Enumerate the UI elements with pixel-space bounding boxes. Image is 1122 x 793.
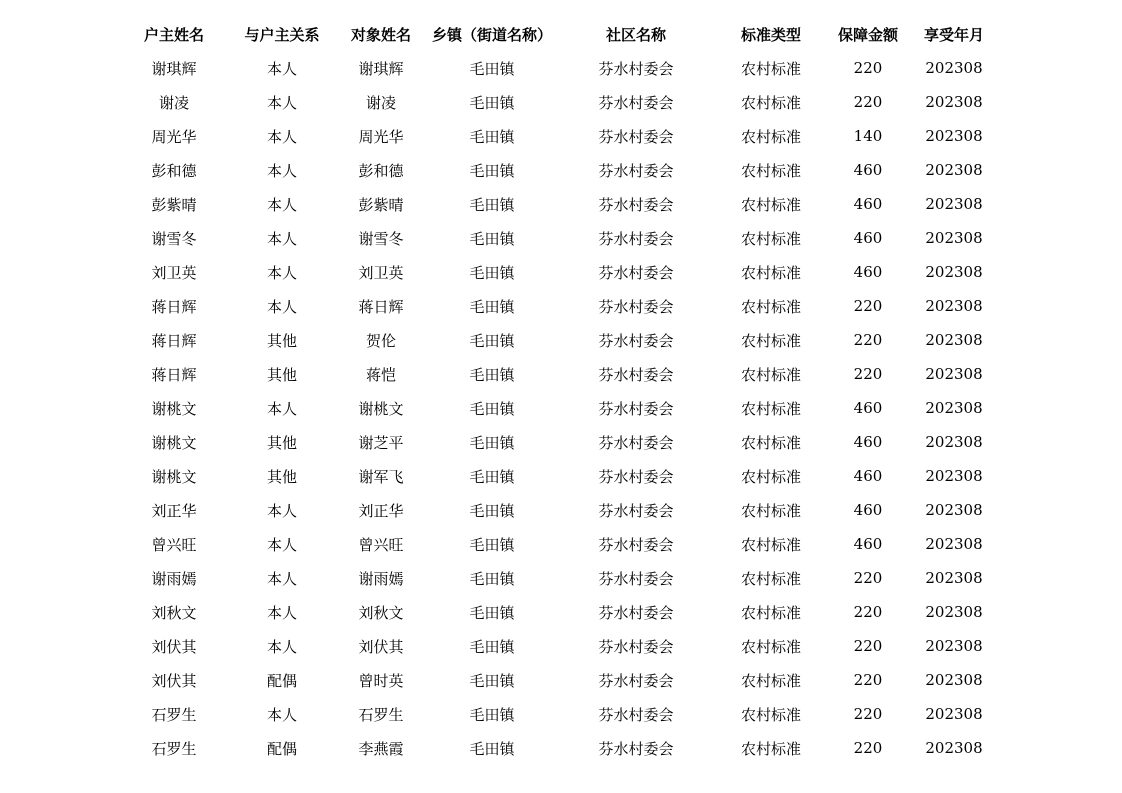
table-row (118, 459, 998, 493)
cell-month: 202308 (925, 331, 983, 349)
cell-recipient-name: 贺伦 (365, 331, 396, 350)
cell-amount: 460 (853, 195, 883, 213)
cell-amount: 220 (853, 93, 883, 111)
table-body (118, 51, 998, 765)
cell-standard-type: 农村标准 (740, 229, 801, 248)
cell-amount: 460 (853, 229, 883, 247)
cell-standard-type: 农村标准 (740, 331, 801, 350)
header-month: 享受年月 (923, 25, 984, 44)
cell-household-head-name: 谢桃文 (151, 433, 197, 452)
cell-community: 芬水村委会 (598, 297, 674, 316)
cell-township: 毛田镇 (469, 93, 515, 112)
cell-community: 芬水村委会 (598, 59, 674, 78)
cell-recipient-name: 曾兴旺 (358, 535, 404, 554)
header-amount: 保障金额 (837, 25, 898, 44)
cell-recipient-name: 曾时英 (358, 671, 404, 690)
cell-relationship: 本人 (266, 603, 297, 622)
cell-household-head-name: 刘伏其 (151, 637, 197, 656)
cell-community: 芬水村委会 (598, 569, 674, 588)
cell-relationship: 本人 (266, 399, 297, 418)
cell-amount: 140 (853, 127, 883, 145)
cell-relationship: 本人 (266, 127, 297, 146)
cell-community: 芬水村委会 (598, 739, 674, 758)
cell-community: 芬水村委会 (598, 637, 674, 656)
cell-month: 202308 (925, 467, 983, 485)
cell-amount: 220 (853, 59, 883, 77)
cell-relationship: 其他 (266, 433, 297, 452)
table-row (118, 153, 998, 187)
cell-household-head-name: 彭和德 (151, 161, 197, 180)
cell-standard-type: 农村标准 (740, 603, 801, 622)
table-row (118, 187, 998, 221)
cell-relationship: 本人 (266, 705, 297, 724)
cell-community: 芬水村委会 (598, 93, 674, 112)
cell-amount: 460 (853, 467, 883, 485)
cell-relationship: 本人 (266, 195, 297, 214)
cell-township: 毛田镇 (469, 637, 515, 656)
cell-relationship: 本人 (266, 229, 297, 248)
cell-standard-type: 农村标准 (740, 93, 801, 112)
cell-recipient-name: 刘伏其 (358, 637, 404, 656)
cell-amount: 220 (853, 603, 883, 621)
cell-month: 202308 (925, 127, 983, 145)
cell-household-head-name: 刘卫英 (151, 263, 197, 282)
cell-township: 毛田镇 (469, 59, 515, 78)
table-row (118, 595, 998, 629)
cell-standard-type: 农村标准 (740, 365, 801, 384)
cell-month: 202308 (925, 569, 983, 587)
cell-month: 202308 (925, 501, 983, 519)
cell-household-head-name: 谢雨嫣 (151, 569, 197, 588)
cell-month: 202308 (925, 603, 983, 621)
cell-amount: 460 (853, 433, 883, 451)
cell-community: 芬水村委会 (598, 331, 674, 350)
cell-community: 芬水村委会 (598, 535, 674, 554)
table-row (118, 51, 998, 85)
table-row (118, 391, 998, 425)
cell-amount: 220 (853, 637, 883, 655)
cell-standard-type: 农村标准 (740, 739, 801, 758)
cell-standard-type: 农村标准 (740, 297, 801, 316)
cell-standard-type: 农村标准 (740, 569, 801, 588)
cell-township: 毛田镇 (469, 433, 515, 452)
cell-amount: 220 (853, 739, 883, 757)
beneficiary-table (118, 17, 998, 765)
cell-household-head-name: 周光华 (151, 127, 197, 146)
cell-month: 202308 (925, 195, 983, 213)
cell-township: 毛田镇 (469, 263, 515, 282)
cell-relationship: 本人 (266, 59, 297, 78)
cell-month: 202308 (925, 433, 983, 451)
header-township: 乡镇（街道名称） (431, 25, 552, 44)
table-row (118, 493, 998, 527)
header-recipient-name: 对象姓名 (350, 25, 411, 44)
table-row (118, 561, 998, 595)
cell-recipient-name: 谢琪辉 (358, 59, 404, 78)
header-relationship: 与户主关系 (244, 25, 320, 44)
cell-relationship: 其他 (266, 365, 297, 384)
table-header (118, 17, 998, 51)
cell-community: 芬水村委会 (598, 127, 674, 146)
table-row (118, 425, 998, 459)
cell-standard-type: 农村标准 (740, 399, 801, 418)
cell-township: 毛田镇 (469, 365, 515, 384)
cell-month: 202308 (925, 161, 983, 179)
cell-relationship: 本人 (266, 535, 297, 554)
cell-recipient-name: 彭和德 (358, 161, 404, 180)
cell-township: 毛田镇 (469, 603, 515, 622)
cell-relationship: 本人 (266, 501, 297, 520)
cell-recipient-name: 谢凌 (365, 93, 396, 112)
cell-recipient-name: 李燕霞 (358, 739, 404, 758)
cell-community: 芬水村委会 (598, 671, 674, 690)
cell-household-head-name: 谢琪辉 (151, 59, 197, 78)
cell-month: 202308 (925, 59, 983, 77)
cell-standard-type: 农村标准 (740, 467, 801, 486)
cell-amount: 460 (853, 263, 883, 281)
cell-month: 202308 (925, 637, 983, 655)
cell-relationship: 本人 (266, 263, 297, 282)
table-row (118, 289, 998, 323)
header-standard-type: 标准类型 (740, 25, 801, 44)
cell-township: 毛田镇 (469, 671, 515, 690)
cell-standard-type: 农村标准 (740, 59, 801, 78)
cell-community: 芬水村委会 (598, 705, 674, 724)
cell-recipient-name: 石罗生 (358, 705, 404, 724)
cell-month: 202308 (925, 93, 983, 111)
cell-month: 202308 (925, 399, 983, 417)
cell-household-head-name: 曾兴旺 (151, 535, 197, 554)
cell-recipient-name: 彭紫晴 (358, 195, 404, 214)
cell-month: 202308 (925, 297, 983, 315)
cell-standard-type: 农村标准 (740, 433, 801, 452)
table-row (118, 663, 998, 697)
cell-recipient-name: 谢雨嫣 (358, 569, 404, 588)
cell-household-head-name: 谢桃文 (151, 399, 197, 418)
cell-recipient-name: 谢雪冬 (358, 229, 404, 248)
cell-month: 202308 (925, 365, 983, 383)
cell-recipient-name: 刘正华 (358, 501, 404, 520)
cell-relationship: 本人 (266, 161, 297, 180)
cell-household-head-name: 谢雪冬 (151, 229, 197, 248)
cell-household-head-name: 刘正华 (151, 501, 197, 520)
cell-amount: 220 (853, 705, 883, 723)
cell-relationship: 配偶 (266, 671, 297, 690)
cell-amount: 220 (853, 297, 883, 315)
cell-amount: 220 (853, 365, 883, 383)
cell-township: 毛田镇 (469, 467, 515, 486)
cell-household-head-name: 谢桃文 (151, 467, 197, 486)
table-row (118, 221, 998, 255)
cell-amount: 460 (853, 161, 883, 179)
cell-household-head-name: 石罗生 (151, 739, 197, 758)
cell-amount: 220 (853, 331, 883, 349)
cell-standard-type: 农村标准 (740, 501, 801, 520)
cell-relationship: 其他 (266, 467, 297, 486)
cell-community: 芬水村委会 (598, 399, 674, 418)
cell-standard-type: 农村标准 (740, 195, 801, 214)
cell-township: 毛田镇 (469, 161, 515, 180)
cell-township: 毛田镇 (469, 535, 515, 554)
cell-community: 芬水村委会 (598, 603, 674, 622)
cell-community: 芬水村委会 (598, 161, 674, 180)
table-row (118, 85, 998, 119)
cell-standard-type: 农村标准 (740, 637, 801, 656)
cell-relationship: 其他 (266, 331, 297, 350)
cell-township: 毛田镇 (469, 297, 515, 316)
cell-standard-type: 农村标准 (740, 161, 801, 180)
cell-month: 202308 (925, 535, 983, 553)
cell-month: 202308 (925, 263, 983, 281)
cell-household-head-name: 谢凌 (158, 93, 189, 112)
cell-recipient-name: 周光华 (358, 127, 404, 146)
cell-township: 毛田镇 (469, 569, 515, 588)
cell-recipient-name: 谢军飞 (358, 467, 404, 486)
cell-relationship: 配偶 (266, 739, 297, 758)
table-row (118, 697, 998, 731)
cell-relationship: 本人 (266, 637, 297, 656)
header-row (118, 17, 998, 51)
cell-township: 毛田镇 (469, 705, 515, 724)
cell-month: 202308 (925, 671, 983, 689)
cell-amount: 220 (853, 671, 883, 689)
cell-standard-type: 农村标准 (740, 671, 801, 690)
cell-community: 芬水村委会 (598, 263, 674, 282)
cell-standard-type: 农村标准 (740, 263, 801, 282)
cell-township: 毛田镇 (469, 229, 515, 248)
cell-month: 202308 (925, 229, 983, 247)
cell-community: 芬水村委会 (598, 433, 674, 452)
cell-township: 毛田镇 (469, 501, 515, 520)
cell-township: 毛田镇 (469, 127, 515, 146)
cell-standard-type: 农村标准 (740, 127, 801, 146)
cell-standard-type: 农村标准 (740, 705, 801, 724)
table-row (118, 255, 998, 289)
cell-standard-type: 农村标准 (740, 535, 801, 554)
cell-township: 毛田镇 (469, 739, 515, 758)
table-row (118, 119, 998, 153)
cell-relationship: 本人 (266, 569, 297, 588)
cell-community: 芬水村委会 (598, 195, 674, 214)
cell-household-head-name: 刘秋文 (151, 603, 197, 622)
cell-recipient-name: 刘秋文 (358, 603, 404, 622)
cell-household-head-name: 蒋日辉 (151, 365, 197, 384)
cell-community: 芬水村委会 (598, 229, 674, 248)
cell-month: 202308 (925, 705, 983, 723)
cell-recipient-name: 谢芝平 (358, 433, 404, 452)
table-row (118, 357, 998, 391)
table-row (118, 731, 998, 765)
header-household-head-name: 户主姓名 (143, 25, 204, 44)
cell-township: 毛田镇 (469, 195, 515, 214)
cell-recipient-name: 蒋日辉 (358, 297, 404, 316)
cell-community: 芬水村委会 (598, 365, 674, 384)
cell-community: 芬水村委会 (598, 467, 674, 486)
table-row (118, 323, 998, 357)
cell-recipient-name: 谢桃文 (358, 399, 404, 418)
cell-household-head-name: 刘伏其 (151, 671, 197, 690)
cell-amount: 460 (853, 535, 883, 553)
cell-month: 202308 (925, 739, 983, 757)
cell-household-head-name: 彭紫晴 (151, 195, 197, 214)
table-row (118, 527, 998, 561)
cell-household-head-name: 蒋日辉 (151, 331, 197, 350)
cell-community: 芬水村委会 (598, 501, 674, 520)
table-row (118, 629, 998, 663)
cell-amount: 220 (853, 569, 883, 587)
cell-amount: 460 (853, 501, 883, 519)
header-community: 社区名称 (605, 25, 666, 44)
cell-household-head-name: 蒋日辉 (151, 297, 197, 316)
cell-township: 毛田镇 (469, 331, 515, 350)
cell-household-head-name: 石罗生 (151, 705, 197, 724)
cell-amount: 460 (853, 399, 883, 417)
cell-recipient-name: 刘卫英 (358, 263, 404, 282)
cell-relationship: 本人 (266, 297, 297, 316)
cell-township: 毛田镇 (469, 399, 515, 418)
cell-relationship: 本人 (266, 93, 297, 112)
cell-recipient-name: 蒋恺 (365, 365, 396, 384)
